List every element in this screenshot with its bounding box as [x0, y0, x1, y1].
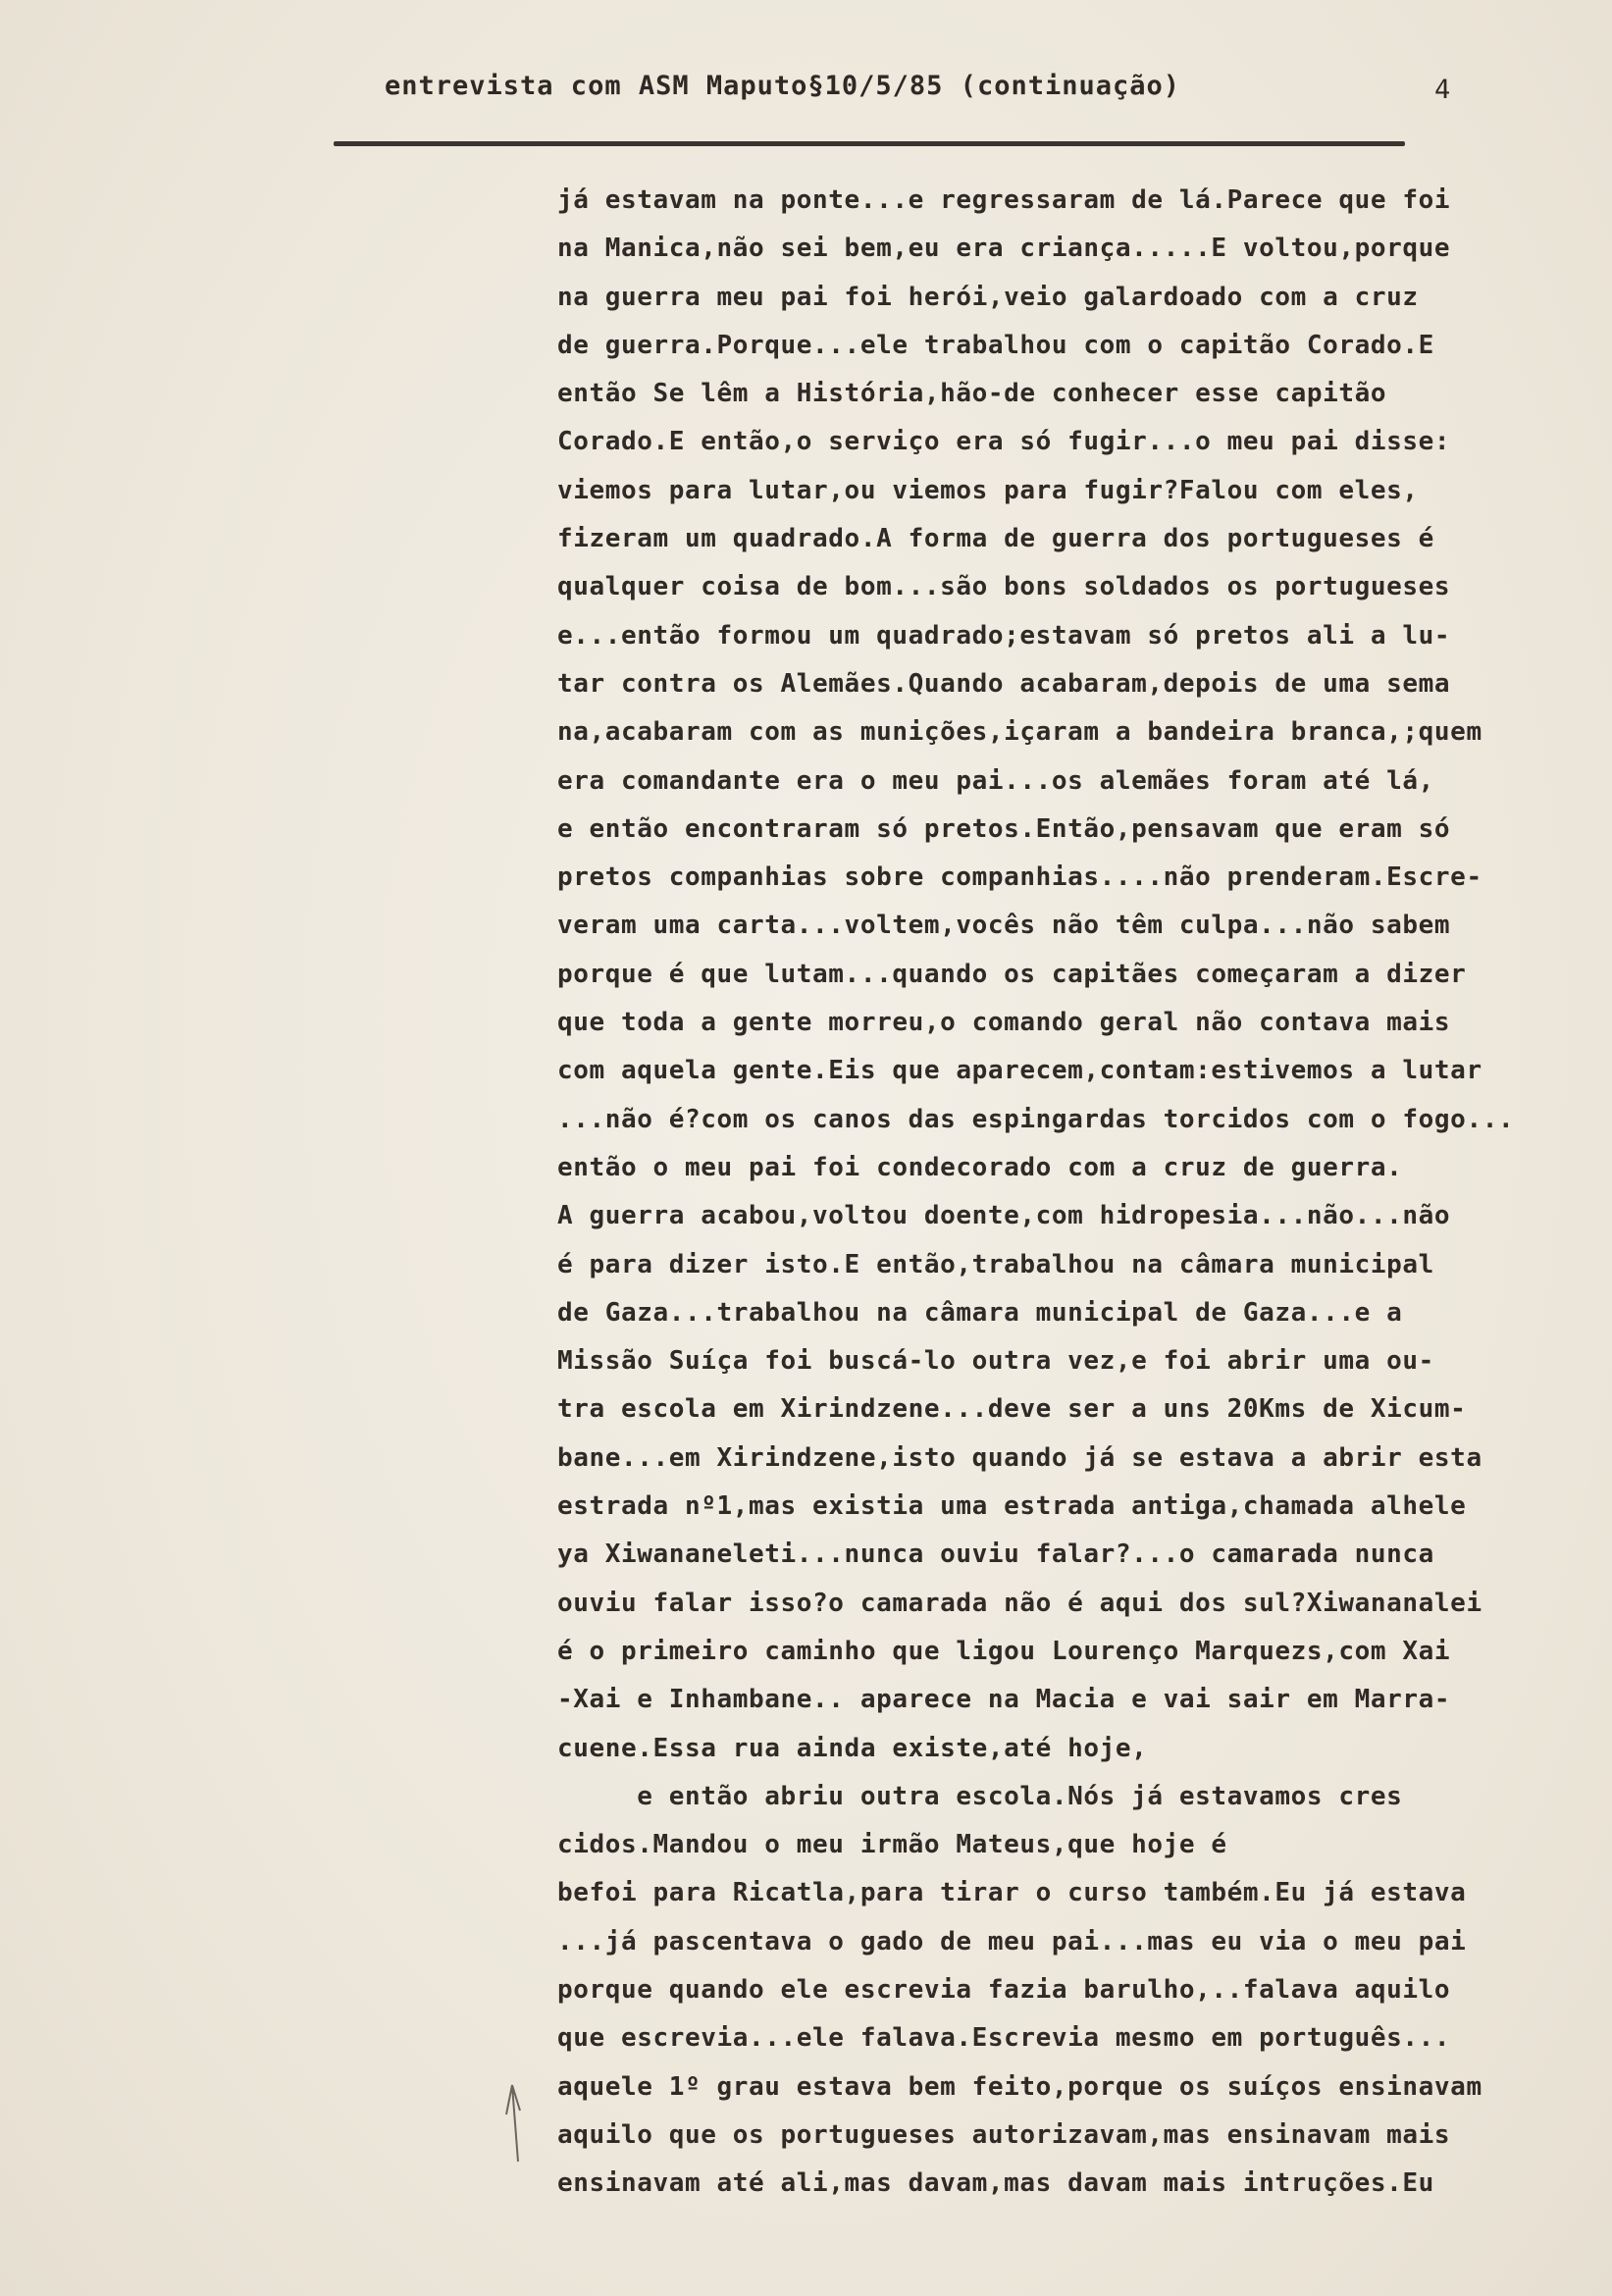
text-line: tar contra os Alemães.Quando acabaram,depois de uma sema	[557, 668, 1451, 699]
document-header: entrevista com ASM Maputo§10/5/85 (continuação)	[385, 71, 1181, 101]
text-line: e então abriu outra escola.Nós já estavamos cres	[557, 1781, 1403, 1811]
text-line: já estavam na ponte...e regressaram de lá.Parece que foi	[557, 185, 1451, 215]
text-line: A guerra acabou,voltou doente,com hidropesia...não...não	[557, 1201, 1451, 1231]
text-line: estrada nº1,mas existia uma estrada antiga,chamada alhele	[557, 1491, 1467, 1522]
text-line: cidos.Mandou o meu irmão Mateus,que hoje é	[557, 1830, 1227, 1860]
text-line: na,acabaram com as munições,içaram a bandeira branca,;quem	[557, 717, 1482, 748]
text-line: com aquela gente.Eis que aparecem,contam:estivemos a lutar	[557, 1056, 1482, 1086]
text-line: que escrevia...ele falava.Escrevia mesmo em português...	[557, 2023, 1451, 2054]
margin-annotation-mark	[491, 2046, 540, 2164]
text-line: porque quando ele escrevia fazia barulho,..falava aquilo	[557, 1974, 1451, 2005]
text-line: veram uma carta...voltem,vocês não têm culpa...não sabem	[557, 911, 1451, 941]
text-line: aquilo que os portugueses autorizavam,mas ensinavam mais	[557, 2119, 1451, 2150]
text-line: então Se lêm a História,hão-de conhecer esse capitão	[557, 379, 1387, 409]
text-line: ensinavam até ali,mas davam,mas davam mais intruções.Eu	[557, 2168, 1434, 2199]
text-line: que toda a gente morreu,o comando geral não contava mais	[557, 1008, 1451, 1038]
text-line: ...já pascentava o gado de meu pai...mas eu via o meu pai	[557, 1926, 1467, 1957]
page-number: 4	[1434, 75, 1451, 105]
text-line: befoi para Ricatla,para tirar o curso também.Eu já estava	[557, 1878, 1467, 1908]
text-line: na guerra meu pai foi herói,veio galardoado com a cruz	[557, 282, 1419, 312]
text-line: de Gaza...trabalhou na câmara municipal de Gaza...e a	[557, 1297, 1403, 1328]
text-line: era comandante era o meu pai...os alemães foram até lá,	[557, 765, 1434, 796]
text-line: cuene.Essa rua ainda existe,até hoje,	[557, 1733, 1148, 1763]
text-line: é para dizer isto.E então,trabalhou na câmara municipal	[557, 1249, 1434, 1279]
text-line: e então encontraram só pretos.Então,pensavam que eram só	[557, 813, 1451, 844]
typewritten-body	[557, 177, 1597, 2208]
text-line: porque é que lutam...quando os capitães começaram a dizer	[557, 959, 1467, 989]
text-line: Missão Suíça foi buscá-lo outra vez,e foi abrir uma ou-	[557, 1346, 1434, 1377]
text-line: qualquer coisa de bom...são bons soldados os portugueses	[557, 572, 1451, 602]
text-line: ouviu falar isso?o camarada não é aqui dos sul?Xiwananalei	[557, 1588, 1482, 1618]
text-line: ya Xiwananeleti...nunca ouviu falar?...o camarada nunca	[557, 1539, 1434, 1570]
text-line: Corado.E então,o serviço era só fugir...o meu pai disse:	[557, 427, 1451, 457]
text-line: na Manica,não sei bem,eu era criança.....E voltou,porque	[557, 234, 1451, 264]
text-line: fizeram um quadrado.A forma de guerra dos portugueses é	[557, 524, 1434, 554]
text-line: então o meu pai foi condecorado com a cruz de guerra.	[557, 1152, 1403, 1182]
text-line: viemos para lutar,ou viemos para fugir?Falou com eles,	[557, 475, 1419, 505]
text-line: de guerra.Porque...ele trabalhou com o capitão Corado.E	[557, 330, 1434, 360]
text-line: aquele 1º grau estava bem feito,porque os suíços ensinavam	[557, 2071, 1482, 2102]
text-line: é o primeiro caminho que ligou Lourenço Marquezs,com Xai	[557, 1636, 1451, 1666]
text-line: bane...em Xirindzene,isto quando já se estava a abrir esta	[557, 1442, 1482, 1473]
text-line: pretos companhias sobre companhias....não prenderam.Escre-	[557, 862, 1482, 893]
text-line: -Xai e Inhambane.. aparece na Macia e vai sair em Marra-	[557, 1685, 1451, 1715]
text-line: ...não é?com os canos das espingardas torcidos com o fogo...	[557, 1104, 1515, 1134]
text-line: e...então formou um quadrado;estavam só pretos ali a lu-	[557, 620, 1451, 651]
header-rule	[334, 141, 1405, 146]
text-line: tra escola em Xirindzene...deve ser a uns 20Kms de Xicum-	[557, 1394, 1467, 1425]
